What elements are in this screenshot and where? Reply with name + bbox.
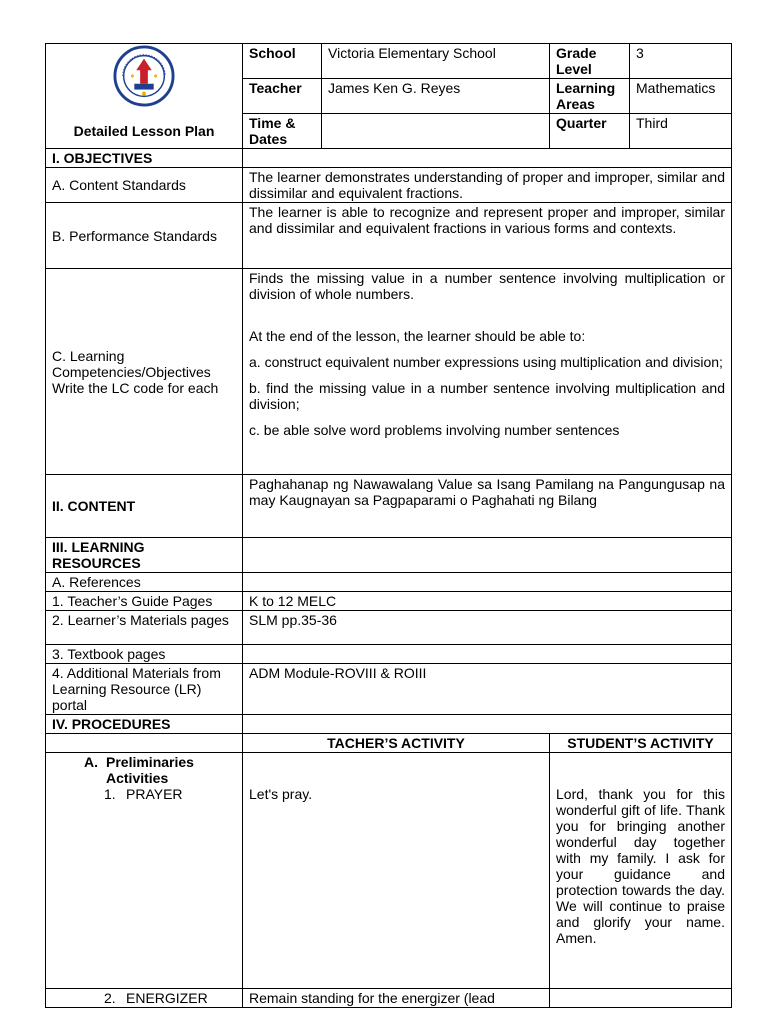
competency-c: c. be able solve word problems involving number sentences	[249, 422, 620, 438]
school-value: Victoria Elementary School	[322, 44, 550, 79]
energizer-cell	[46, 989, 243, 1008]
prayer-student-text: Lord, thank you for this wonderful gift of life. Thank you for bringing another wonderful day together with my family. I ask for your guidance and protection towards the day. We will continue to praise and glorify your name. Amen.	[556, 786, 725, 946]
quarter-value: Third	[630, 114, 732, 149]
additional-materials-label: 4. Additional Materials from Learning Resource (LR) portal	[46, 664, 243, 715]
textbook-pages-label: 3. Textbook pages	[46, 645, 243, 664]
time-dates-label: Time & Dates	[243, 114, 322, 149]
deped-seal-icon	[113, 45, 175, 107]
preliminaries-text: Preliminaries Activities	[106, 754, 194, 786]
textbook-pages-value	[243, 645, 732, 664]
energizer-number: 2.	[104, 990, 116, 1006]
competency-a: a. construct equivalent number expressions using multiplication and division;	[249, 354, 723, 370]
content-standards-text: The learner demonstrates understanding of proper and improper, similar and dissimilar and equivalent fractions.	[243, 168, 732, 203]
learning-resources-heading: III. LEARNING RESOURCES	[46, 538, 243, 573]
teacher-label: Teacher	[243, 79, 322, 114]
references-blank	[243, 573, 732, 592]
prayer-teacher-cell	[243, 753, 550, 989]
learning-resources-blank	[243, 538, 732, 573]
competency-intro: At the end of the lesson, the learner should be able to:	[249, 328, 586, 344]
procedures-heading: IV. PROCEDURES	[46, 715, 243, 734]
learning-competencies-cell	[243, 269, 732, 475]
teachers-guide-value: K to 12 MELC	[243, 592, 732, 611]
grade-level-label: Grade Level	[550, 44, 630, 79]
energizer-text: ENERGIZER	[126, 990, 208, 1006]
learners-materials-value: SLM pp.35-36	[243, 611, 732, 645]
performance-standards-label: B. Performance Standards	[46, 203, 243, 269]
prayer-text: PRAYER	[126, 786, 183, 802]
competency-b: b. find the missing value in a number sentence involving multiplication and division;	[249, 380, 725, 412]
content-heading: II. CONTENT	[46, 475, 243, 538]
grade-level-value: 3	[630, 44, 732, 79]
preliminaries-letter: A.	[84, 754, 98, 770]
references-label: A. References	[46, 573, 243, 592]
energizer-label	[52, 990, 236, 1006]
learning-areas-value: Mathematics	[630, 79, 732, 114]
content-standards-label: A. Content Standards	[46, 168, 243, 203]
competency-main: Finds the missing value in a number sentence involving multiplication or division of whole numbers.	[249, 270, 725, 302]
prayer-teacher-text: Let's pray.	[249, 786, 313, 802]
lesson-plan-table	[45, 43, 732, 1008]
objectives-heading: I. OBJECTIVES	[46, 149, 243, 168]
student-activity-header: STUDENT’S ACTIVITY	[550, 734, 732, 753]
school-label: School	[243, 44, 322, 79]
prayer-label	[52, 786, 236, 802]
preliminaries-label	[52, 754, 236, 786]
energizer-student-cell	[550, 989, 732, 1008]
additional-materials-value: ADM Module-ROVIII & ROIII	[243, 664, 732, 715]
procedures-column-blank	[46, 734, 243, 753]
prayer-student-cell	[550, 753, 732, 989]
performance-standards-text: The learner is able to recognize and represent proper and improper, similar and dissimilar and equivalent fractions in various forms and contexts.	[243, 203, 732, 269]
header-logo-cell	[46, 44, 243, 149]
energizer-teacher-text: Remain standing for the energizer (lead	[243, 989, 550, 1008]
time-dates-value	[322, 114, 550, 149]
quarter-label: Quarter	[550, 114, 630, 149]
objectives-heading-blank	[243, 149, 732, 168]
learning-areas-label: Learning Areas	[550, 79, 630, 114]
learners-materials-label: 2. Learner’s Materials pages	[46, 611, 243, 645]
learning-competencies-label: C. Learning Competencies/Objectives Write the LC code for each	[46, 269, 243, 475]
teacher-value: James Ken G. Reyes	[322, 79, 550, 114]
lesson-plan-title: Detailed Lesson Plan	[73, 123, 215, 139]
teachers-guide-label: 1. Teacher’s Guide Pages	[46, 592, 243, 611]
preliminaries-cell	[46, 753, 243, 989]
prayer-number: 1.	[104, 786, 116, 802]
teacher-activity-header: TACHER’S ACTIVITY	[243, 734, 550, 753]
content-text: Paghahanap ng Nawawalang Value sa Isang Pamilang na Pangungusap na may Kaugnayan sa Pagpaparami o Paghahati ng Bilang	[243, 475, 732, 538]
procedures-heading-blank	[243, 715, 732, 734]
